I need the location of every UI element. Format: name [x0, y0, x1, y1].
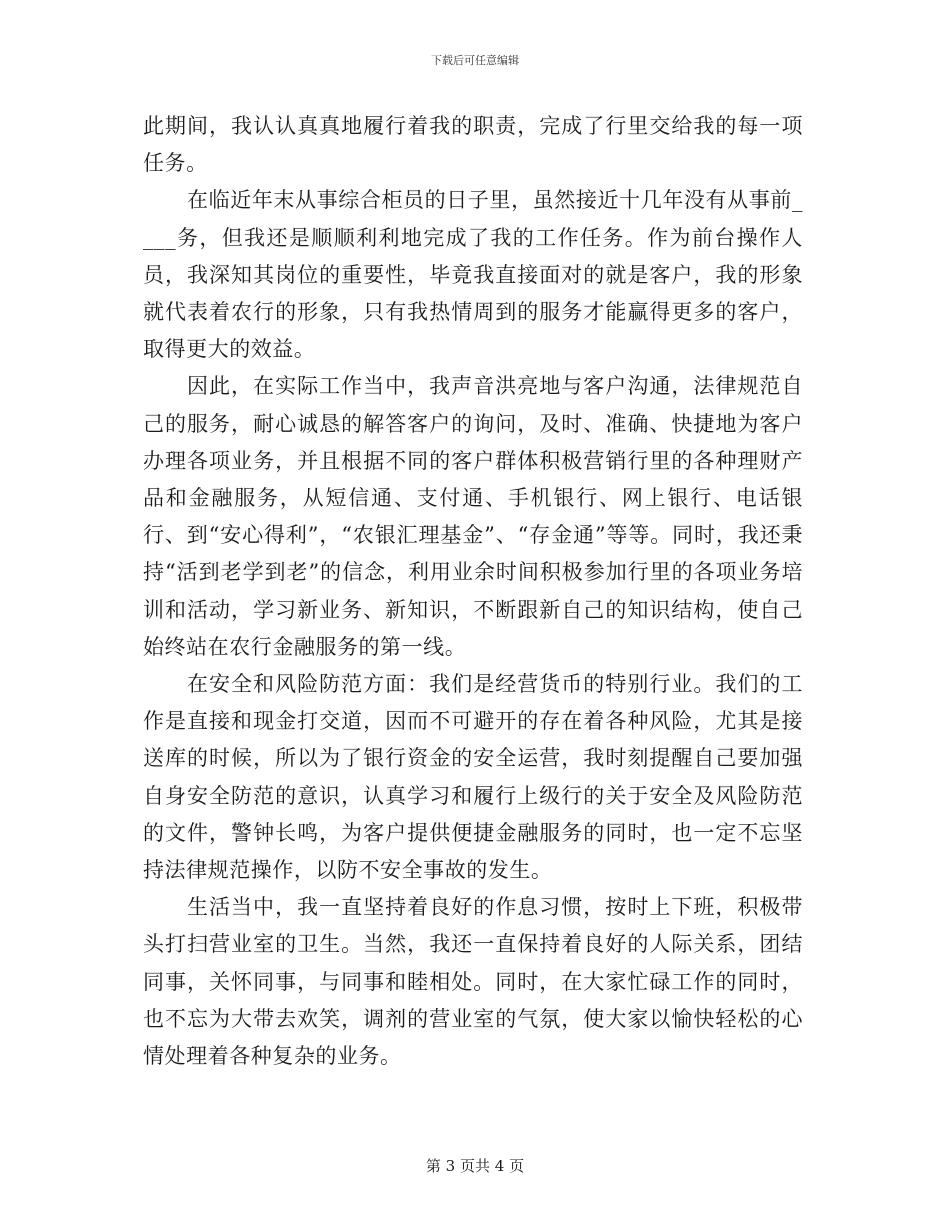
paragraph-2: 在临近年末从事综合柜员的日子里，虽然接近十几年没有从事前____务，但我还是顺顺利利地完成了我的工作任务。作为前台操作人员，我深知其岗位的重要性，毕竟我直接面对的就是客户，我的形象就代表着农行的形象，只有我热情周到的服务才能赢得更多的客户，取得更大的效益。 — [143, 188, 803, 362]
paragraph-5: 生活当中，我一直坚持着良好的作息习惯，按时上下班，积极带头打扫营业室的卫生。当然，我还一直保持着良好的人际关系，团结同事，关怀同事，与同事和睦相处。同时，在大家忙碌工作的同时，也不忘为大带去欢笑，调剂的营业室的气氛，使大家以愉快轻松的心情处理着各种复杂的业务。 — [143, 895, 803, 1069]
paragraph-4: 在安全和风险防范方面：我们是经营货币的特别行业。我们的工作是直接和现金打交道，因而不可避开的存在着各种风险，尤其是接送库的时候，所以为了银行资金的安全运营，我时刻提醒自己要加强自身安全防范的意识，认真学习和履行上级行的关于安全及风险防范的文件，警钟长鸣，为客户提供便捷金融服务的同时，也一定不忘坚持法律规范操作，以防不安全事故的发生。 — [143, 672, 803, 883]
paragraph-1-continuation: 此期间，我认认真真地履行着我的职责，完成了行里交给我的每一项任务。 — [143, 114, 803, 176]
document-body — [143, 108, 803, 1075]
page-header-note: 下载后可任意编辑 — [431, 54, 519, 67]
paragraph-3: 因此，在实际工作当中，我声音洪亮地与客户沟通，法律规范自己的服务，耐心诚恳的解答客户的询问，及时、准确、快捷地为客户办理各项业务，并且根据不同的客户群体积极营销行里的各种理财产品和金融服务，从短信通、支付通、手机银行、网上银行、电话银行、到“安心得利”，“农银汇理基金”、“存金通”等等。同时，我还秉持“活到老学到老”的信念，利用业余时间积极参加行里的各项业务培训和活动，学习新业务、新知识，不断跟新自己的知识结构，使自己始终站在农行金融服务的第一线。 — [143, 374, 803, 659]
page-number: 第 3 页共 4 页 — [425, 1157, 525, 1175]
